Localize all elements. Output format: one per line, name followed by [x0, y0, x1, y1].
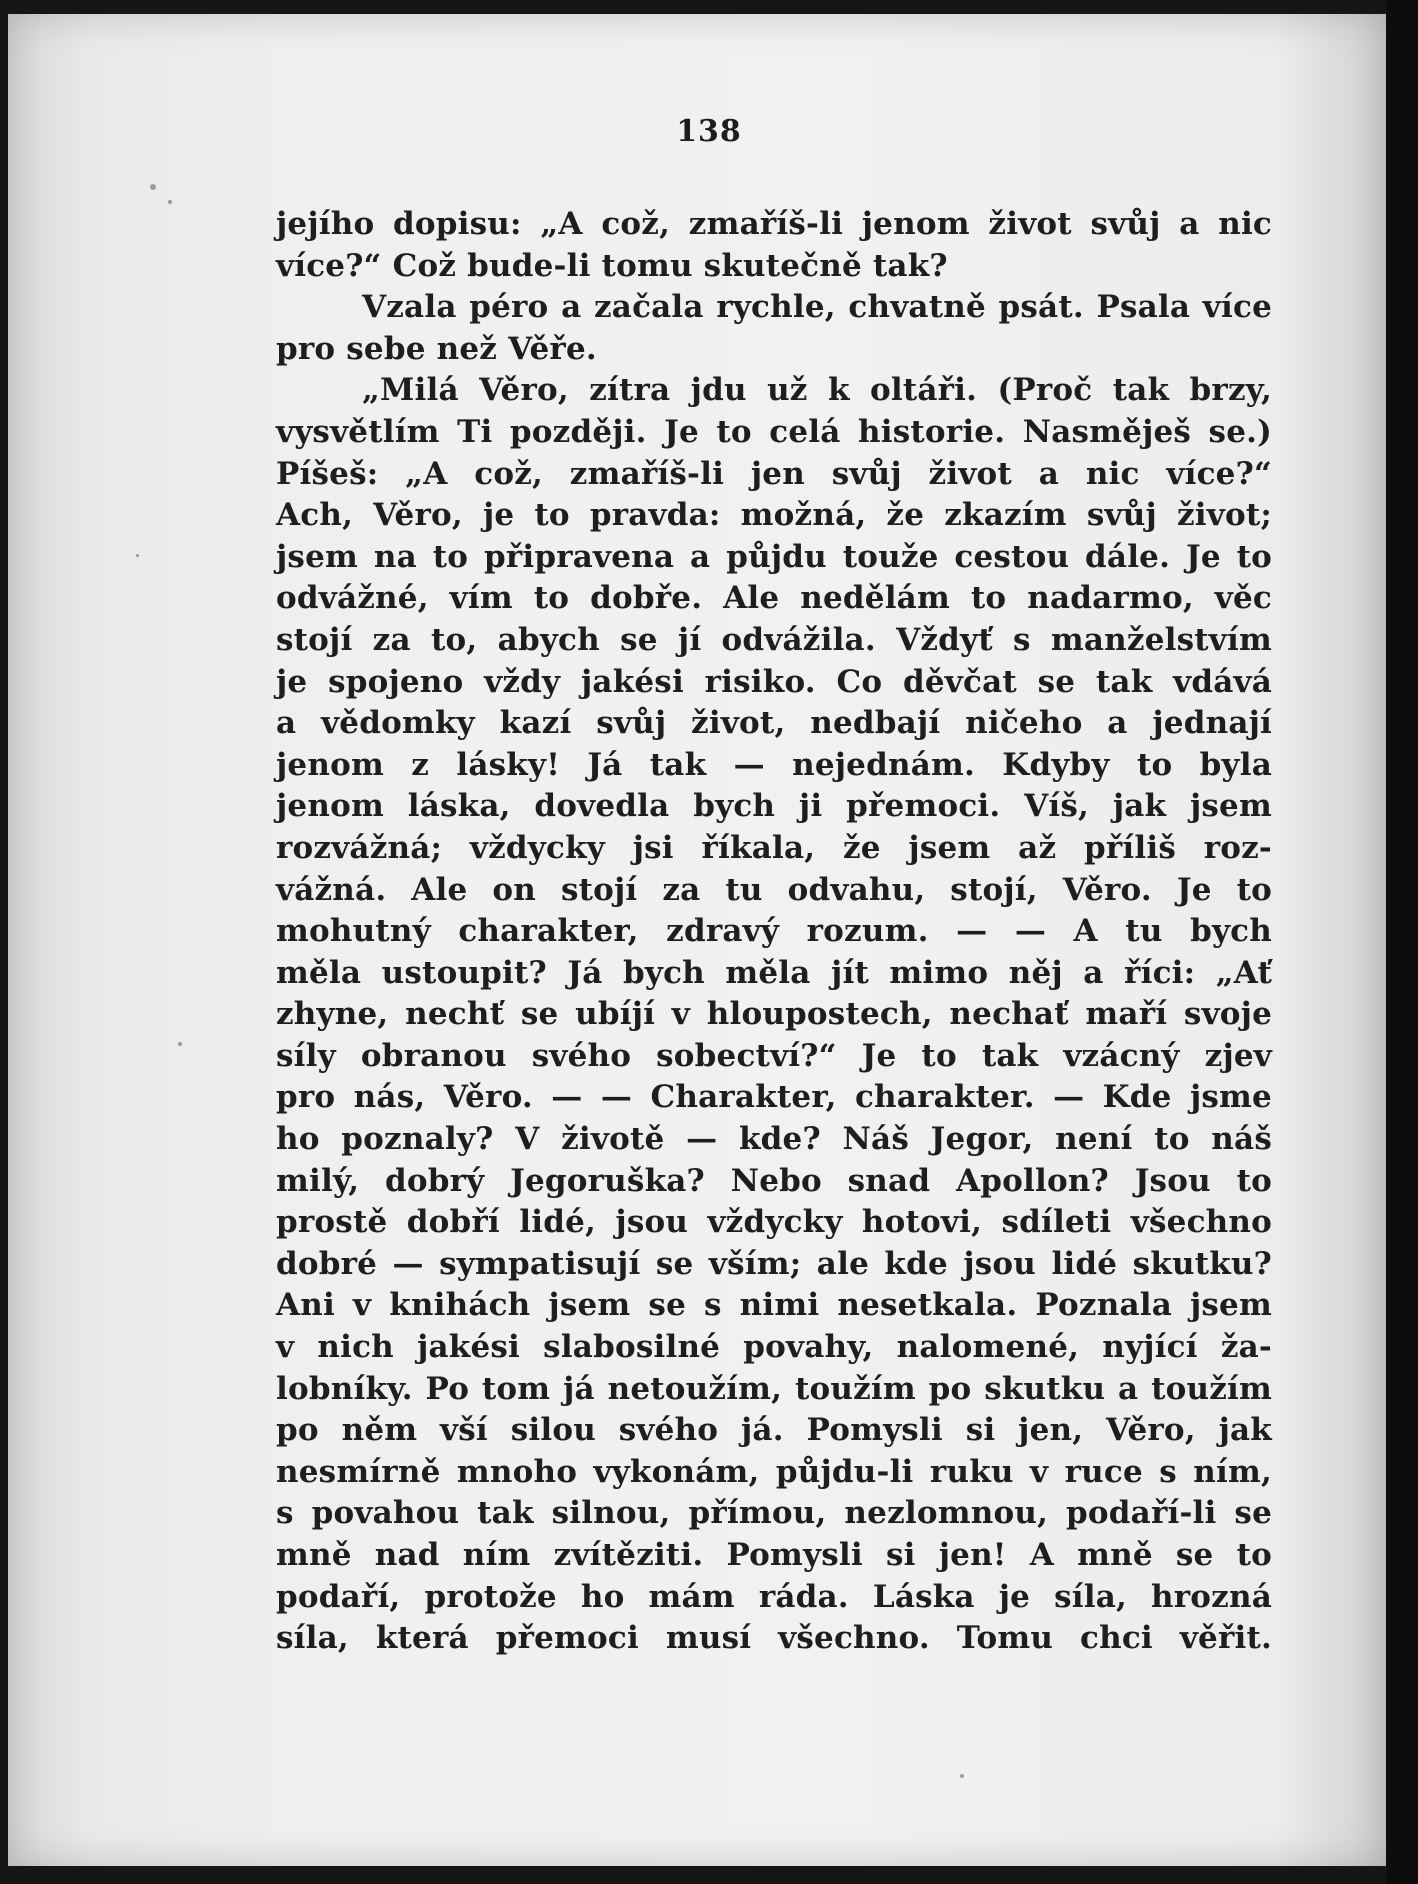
paper-speck	[168, 200, 172, 204]
text-line: prostě dobří lidé, jsou vždycky hotovi, sdíleti všechno	[276, 1204, 1272, 1241]
paper-speck	[136, 554, 139, 557]
text-line: ho poznaly? V životě — kde? Náš Jegor, není to náš	[276, 1121, 1272, 1158]
paper-speck	[960, 1774, 964, 1778]
page-number: 138	[676, 114, 742, 149]
text-line: síly obranou svého sobectví?“ Je to tak vzácný zjev	[276, 1037, 1272, 1074]
text-line: milý, dobrý Jegoruška? Nebo snad Apollon? Jsou to	[276, 1162, 1272, 1199]
text-line: jejího dopisu: „A což, zmaříš-li jenom život svůj a nic	[276, 206, 1272, 242]
text-line: vážná. Ale on stojí za tu odvahu, stojí, Věro. Je to	[276, 871, 1272, 908]
text-line: podaří, protože ho mám ráda. Láska je síla, hrozná	[276, 1578, 1272, 1615]
text-line: stojí za to, abych se jí odvážila. Vždyť s manželstvím	[276, 621, 1272, 658]
scan-edge-shadow	[1386, 0, 1418, 1884]
text-line: dobré — sympatisují se vším; ale kde jsou lidé skutku?	[276, 1245, 1272, 1282]
text-line: zhyne, nechť se ubíjí v hloupostech, nechať maří svoje	[276, 996, 1272, 1033]
text-line: jsem na to připravena a půjdu touže cestou dále. Je to	[276, 538, 1272, 575]
text-line: mohutný charakter, zdravý rozum. — — A tu bych	[276, 913, 1272, 950]
text-line: a vědomky kazí svůj život, nedbají ničeho a jednají	[276, 705, 1272, 742]
paper-speck	[150, 184, 156, 190]
text-line: jenom láska, dovedla bych ji přemoci. Víš, jak jsem	[276, 788, 1272, 825]
text-line: po něm vší silou svého já. Pomysli si jen, Věro, jak	[276, 1412, 1272, 1449]
text-line: Píšeš: „A což, zmaříš-li jen svůj život a nic více?“	[276, 455, 1272, 492]
text-line: vysvětlím Ti později. Je to celá historie. Nasměješ se.)	[276, 413, 1272, 450]
body-text	[276, 204, 1272, 1660]
text-line: odvážné, vím to dobře. Ale nedělám to nadarmo, věc	[276, 580, 1272, 617]
text-line: v nich jakési slabosilné povahy, nalomené, nyjící ža-	[276, 1329, 1272, 1366]
text-line: lobníky. Po tom já netoužím, toužím po skutku a toužím	[276, 1370, 1272, 1407]
text-line: mně nad ním zvítěziti. Pomysli si jen! A mně se to	[276, 1537, 1272, 1573]
text-line: síla, která přemoci musí všechno. Tomu chci věřit.	[276, 1620, 1272, 1657]
text-line: „Milá Věro, zítra jdu už k oltáři. (Proč tak brzy,	[362, 372, 1272, 409]
text-line: jenom z lásky! Já tak — nejednám. Kdyby to byla	[276, 746, 1272, 783]
text-line: Ach, Věro, je to pravda: možná, že zkazím svůj život;	[276, 497, 1272, 534]
text-line: pro sebe než Věře.	[276, 330, 597, 367]
text-line: Ani v knihách jsem se s nimi nesetkala. Poznala jsem	[276, 1287, 1272, 1324]
text-line: více?“ Což bude-li tomu skutečně tak?	[276, 247, 948, 284]
paper-speck	[178, 1042, 182, 1046]
text-line: je spojeno vždy jakési risiko. Co děvčat se tak vdává	[276, 663, 1272, 700]
text-line: měla ustoupit? Já bych měla jít mimo něj a říci: „Ať	[276, 954, 1272, 991]
text-line: rozvážná; vždycky jsi říkala, že jsem až příliš roz-	[276, 829, 1272, 866]
text-line: nesmírně mnoho vykonám, půjdu-li ruku v ruce s ním,	[276, 1453, 1272, 1490]
text-line: Vzala péro a začala rychle, chvatně psát. Psala více	[362, 289, 1272, 326]
text-line: s povahou tak silnou, přímou, nezlomnou, podaří-li se	[276, 1495, 1272, 1532]
text-line: pro nás, Věro. — — Charakter, charakter. — Kde jsme	[276, 1079, 1272, 1116]
